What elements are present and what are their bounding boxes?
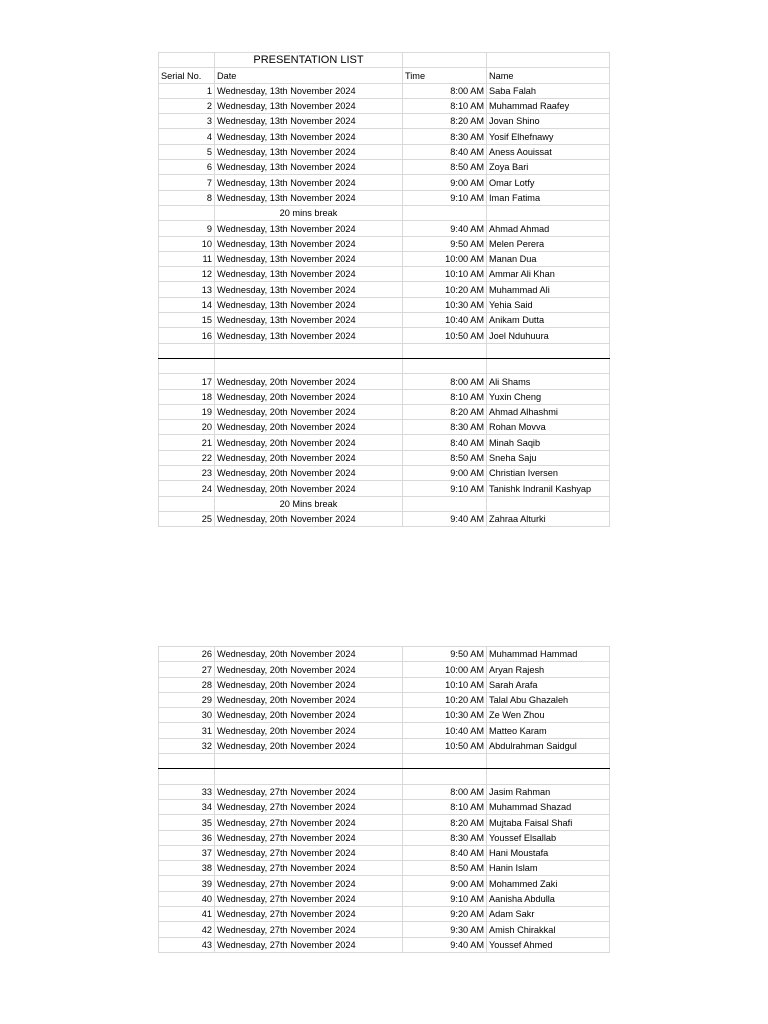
time-cell: 8:20 AM [403,404,487,419]
table-row [159,662,610,677]
table-row [159,83,610,98]
name-cell: Mujtaba Faisal Shafi [487,815,610,830]
table-row [159,738,610,753]
date-cell: Wednesday, 20th November 2024 [215,723,403,738]
name-cell: Aanisha Abdulla [487,891,610,906]
name-cell: Adam Sakr [487,907,610,922]
name-cell: Yuxin Cheng [487,389,610,404]
serial-cell: 18 [159,389,215,404]
table-row [159,389,610,404]
serial-cell: 27 [159,662,215,677]
serial-cell: 42 [159,922,215,937]
empty-cell [487,496,610,511]
table-row [159,267,610,282]
time-cell: 10:30 AM [403,297,487,312]
serial-cell: 35 [159,815,215,830]
name-cell: Christian Iversen [487,466,610,481]
name-cell: Tanishk Indranil Kashyap [487,481,610,496]
date-cell: Wednesday, 20th November 2024 [215,738,403,753]
name-cell: Hani Moustafa [487,845,610,860]
name-cell: Aryan Rajesh [487,662,610,677]
serial-cell: 34 [159,799,215,814]
serial-cell: 7 [159,175,215,190]
break-label: 20 Mins break [215,496,403,511]
empty-cell [403,754,487,769]
serial-cell: 29 [159,692,215,707]
table-row [159,647,610,662]
date-cell: Wednesday, 27th November 2024 [215,799,403,814]
name-cell: Hanin Islam [487,861,610,876]
serial-cell: 30 [159,708,215,723]
name-cell: Ali Shams [487,374,610,389]
empty-cell [487,358,610,373]
name-cell: Ammar Ali Khan [487,267,610,282]
date-cell: Wednesday, 27th November 2024 [215,861,403,876]
presentation-table-page-2 [158,646,610,953]
empty-cell [403,496,487,511]
time-cell: 9:20 AM [403,907,487,922]
date-cell: Wednesday, 20th November 2024 [215,511,403,526]
time-cell: 8:30 AM [403,129,487,144]
time-cell: 8:40 AM [403,845,487,860]
empty-cell [215,343,403,358]
serial-cell: 31 [159,723,215,738]
date-cell: Wednesday, 20th November 2024 [215,481,403,496]
name-cell: Yosif Elhefnawy [487,129,610,144]
empty-cell [215,769,403,784]
break-label: 20 mins break [215,205,403,220]
empty-cell [487,769,610,784]
table-row [159,708,610,723]
empty-cell [487,754,610,769]
table-row [159,937,610,952]
time-cell: 10:40 AM [403,313,487,328]
table-row [159,435,610,450]
time-cell: 10:10 AM [403,677,487,692]
empty-cell [487,205,610,220]
time-cell: 9:00 AM [403,175,487,190]
name-cell: Sarah Arafa [487,677,610,692]
date-cell: Wednesday, 27th November 2024 [215,937,403,952]
serial-cell: 37 [159,845,215,860]
date-cell: Wednesday, 27th November 2024 [215,876,403,891]
time-cell: 8:00 AM [403,83,487,98]
name-cell: Iman Fatima [487,190,610,205]
serial-cell: 38 [159,861,215,876]
serial-cell: 15 [159,313,215,328]
header-row [159,68,610,83]
table-row [159,420,610,435]
time-cell: 10:50 AM [403,738,487,753]
date-cell: Wednesday, 13th November 2024 [215,129,403,144]
name-cell: Talal Abu Ghazaleh [487,692,610,707]
time-cell: 10:00 AM [403,251,487,266]
date-cell: Wednesday, 20th November 2024 [215,374,403,389]
time-cell: 9:50 AM [403,236,487,251]
table-row [159,144,610,159]
title-spacer-cell [487,53,610,68]
date-cell: Wednesday, 13th November 2024 [215,98,403,113]
break-row [159,205,610,220]
empty-cell [159,769,215,784]
serial-cell: 26 [159,647,215,662]
serial-cell: 23 [159,466,215,481]
table-row [159,815,610,830]
serial-cell: 43 [159,937,215,952]
break-row [159,496,610,511]
empty-cell [159,343,215,358]
table-row [159,129,610,144]
name-cell: Joel Nduhuura [487,328,610,343]
date-cell: Wednesday, 27th November 2024 [215,815,403,830]
time-cell: 8:10 AM [403,98,487,113]
empty-cell [403,205,487,220]
time-cell: 9:50 AM [403,647,487,662]
date-cell: Wednesday, 20th November 2024 [215,677,403,692]
date-cell: Wednesday, 20th November 2024 [215,647,403,662]
table-row [159,313,610,328]
date-cell: Wednesday, 20th November 2024 [215,708,403,723]
serial-cell: 10 [159,236,215,251]
empty-row [159,769,610,784]
empty-cell [403,358,487,373]
table-row [159,282,610,297]
time-cell: 9:40 AM [403,937,487,952]
name-cell: Abdulrahman Saidgul [487,738,610,753]
serial-cell: 24 [159,481,215,496]
serial-cell: 8 [159,190,215,205]
empty-cell [215,754,403,769]
time-cell: 8:20 AM [403,114,487,129]
serial-cell: 25 [159,511,215,526]
table-row [159,98,610,113]
date-cell: Wednesday, 13th November 2024 [215,297,403,312]
date-cell: Wednesday, 20th November 2024 [215,450,403,465]
serial-cell: 12 [159,267,215,282]
name-cell: Aness Aouissat [487,144,610,159]
header-name: Name [487,68,610,83]
date-cell: Wednesday, 13th November 2024 [215,267,403,282]
date-cell: Wednesday, 27th November 2024 [215,784,403,799]
time-cell: 8:50 AM [403,160,487,175]
date-cell: Wednesday, 20th November 2024 [215,420,403,435]
date-cell: Wednesday, 27th November 2024 [215,845,403,860]
name-cell: Zoya Bari [487,160,610,175]
time-cell: 10:20 AM [403,692,487,707]
date-cell: Wednesday, 13th November 2024 [215,313,403,328]
serial-cell: 41 [159,907,215,922]
date-cell: Wednesday, 13th November 2024 [215,282,403,297]
table-row [159,466,610,481]
date-cell: Wednesday, 27th November 2024 [215,891,403,906]
table-row [159,907,610,922]
date-cell: Wednesday, 13th November 2024 [215,83,403,98]
table-row [159,160,610,175]
name-cell: Matteo Karam [487,723,610,738]
name-cell: Sneha Saju [487,450,610,465]
time-cell: 8:10 AM [403,799,487,814]
serial-cell: 3 [159,114,215,129]
time-cell: 8:50 AM [403,450,487,465]
date-cell: Wednesday, 20th November 2024 [215,404,403,419]
table-row [159,328,610,343]
time-cell: 8:10 AM [403,389,487,404]
time-cell: 9:40 AM [403,511,487,526]
header-date: Date [215,68,403,83]
date-cell: Wednesday, 20th November 2024 [215,692,403,707]
time-cell: 10:50 AM [403,328,487,343]
header-time: Time [403,68,487,83]
serial-cell: 36 [159,830,215,845]
time-cell: 8:00 AM [403,374,487,389]
name-cell: Muhammad Hammad [487,647,610,662]
date-cell: Wednesday, 13th November 2024 [215,328,403,343]
empty-row [159,343,610,358]
serial-cell: 9 [159,221,215,236]
title-row [159,53,610,68]
name-cell: Jasim Rahman [487,784,610,799]
serial-cell: 11 [159,251,215,266]
empty-cell [487,343,610,358]
time-cell: 10:30 AM [403,708,487,723]
name-cell: Melen Perera [487,236,610,251]
name-cell: Omar Lotfy [487,175,610,190]
serial-cell: 5 [159,144,215,159]
table-row [159,190,610,205]
table-row [159,404,610,419]
table-row [159,922,610,937]
time-cell: 8:40 AM [403,144,487,159]
date-cell: Wednesday, 20th November 2024 [215,389,403,404]
date-cell: Wednesday, 13th November 2024 [215,236,403,251]
serial-cell: 19 [159,404,215,419]
serial-cell: 16 [159,328,215,343]
table-row [159,723,610,738]
date-cell: Wednesday, 13th November 2024 [215,144,403,159]
serial-cell: 14 [159,297,215,312]
name-cell: Youssef Ahmed [487,937,610,952]
table-row [159,114,610,129]
name-cell: Muhammad Ali [487,282,610,297]
time-cell: 8:40 AM [403,435,487,450]
date-cell: Wednesday, 13th November 2024 [215,221,403,236]
table-row [159,481,610,496]
name-cell: Muhammad Shazad [487,799,610,814]
date-cell: Wednesday, 27th November 2024 [215,922,403,937]
table-row [159,374,610,389]
empty-cell [403,769,487,784]
name-cell: Saba Falah [487,83,610,98]
time-cell: 9:10 AM [403,190,487,205]
time-cell: 8:30 AM [403,420,487,435]
table-row [159,450,610,465]
name-cell: Ze Wen Zhou [487,708,610,723]
time-cell: 9:40 AM [403,221,487,236]
table-row [159,251,610,266]
time-cell: 9:30 AM [403,922,487,937]
date-cell: Wednesday, 27th November 2024 [215,907,403,922]
time-cell: 8:50 AM [403,861,487,876]
table-row [159,221,610,236]
presentation-table-page-1 [158,52,610,527]
serial-cell: 1 [159,83,215,98]
serial-cell: 40 [159,891,215,906]
empty-row [159,754,610,769]
empty-cell [159,205,215,220]
table-row [159,861,610,876]
name-cell: Amish Chirakkal [487,922,610,937]
date-cell: Wednesday, 13th November 2024 [215,190,403,205]
time-cell: 9:10 AM [403,481,487,496]
table-row [159,175,610,190]
serial-cell: 21 [159,435,215,450]
empty-row [159,358,610,373]
time-cell: 10:00 AM [403,662,487,677]
name-cell: Manan Dua [487,251,610,266]
page-title: PRESENTATION LIST [215,53,403,68]
empty-cell [403,343,487,358]
time-cell: 9:00 AM [403,466,487,481]
empty-cell [215,358,403,373]
serial-cell: 39 [159,876,215,891]
table-row [159,891,610,906]
table-row [159,830,610,845]
serial-cell: 2 [159,98,215,113]
serial-cell: 17 [159,374,215,389]
name-cell: Anikam Dutta [487,313,610,328]
serial-cell: 33 [159,784,215,799]
name-cell: Youssef Elsallab [487,830,610,845]
serial-cell: 32 [159,738,215,753]
table-row [159,845,610,860]
name-cell: Minah Saqib [487,435,610,450]
date-cell: Wednesday, 20th November 2024 [215,466,403,481]
table-row [159,784,610,799]
date-cell: Wednesday, 13th November 2024 [215,114,403,129]
date-cell: Wednesday, 13th November 2024 [215,160,403,175]
date-cell: Wednesday, 20th November 2024 [215,435,403,450]
time-cell: 9:10 AM [403,891,487,906]
time-cell: 8:30 AM [403,830,487,845]
name-cell: Rohan Movva [487,420,610,435]
table-row [159,297,610,312]
date-cell: Wednesday, 13th November 2024 [215,251,403,266]
time-cell: 10:20 AM [403,282,487,297]
date-cell: Wednesday, 13th November 2024 [215,175,403,190]
name-cell: Muhammad Raafey [487,98,610,113]
serial-cell: 22 [159,450,215,465]
time-cell: 9:00 AM [403,876,487,891]
empty-cell [159,754,215,769]
header-serial: Serial No. [159,68,215,83]
serial-cell: 13 [159,282,215,297]
table-row [159,236,610,251]
empty-cell [159,358,215,373]
time-cell: 8:20 AM [403,815,487,830]
table-row [159,677,610,692]
date-cell: Wednesday, 20th November 2024 [215,662,403,677]
name-cell: Mohammed Zaki [487,876,610,891]
table-row [159,799,610,814]
table-row [159,876,610,891]
table-row [159,511,610,526]
name-cell: Yehia Said [487,297,610,312]
name-cell: Jovan Shino [487,114,610,129]
empty-cell [159,496,215,511]
serial-cell: 4 [159,129,215,144]
serial-cell: 28 [159,677,215,692]
name-cell: Ahmad Alhashmi [487,404,610,419]
time-cell: 8:00 AM [403,784,487,799]
name-cell: Ahmad Ahmad [487,221,610,236]
table-row [159,692,610,707]
time-cell: 10:40 AM [403,723,487,738]
title-spacer-cell [159,53,215,68]
title-spacer-cell [403,53,487,68]
name-cell: Zahraa Alturki [487,511,610,526]
time-cell: 10:10 AM [403,267,487,282]
serial-cell: 20 [159,420,215,435]
date-cell: Wednesday, 27th November 2024 [215,830,403,845]
serial-cell: 6 [159,160,215,175]
